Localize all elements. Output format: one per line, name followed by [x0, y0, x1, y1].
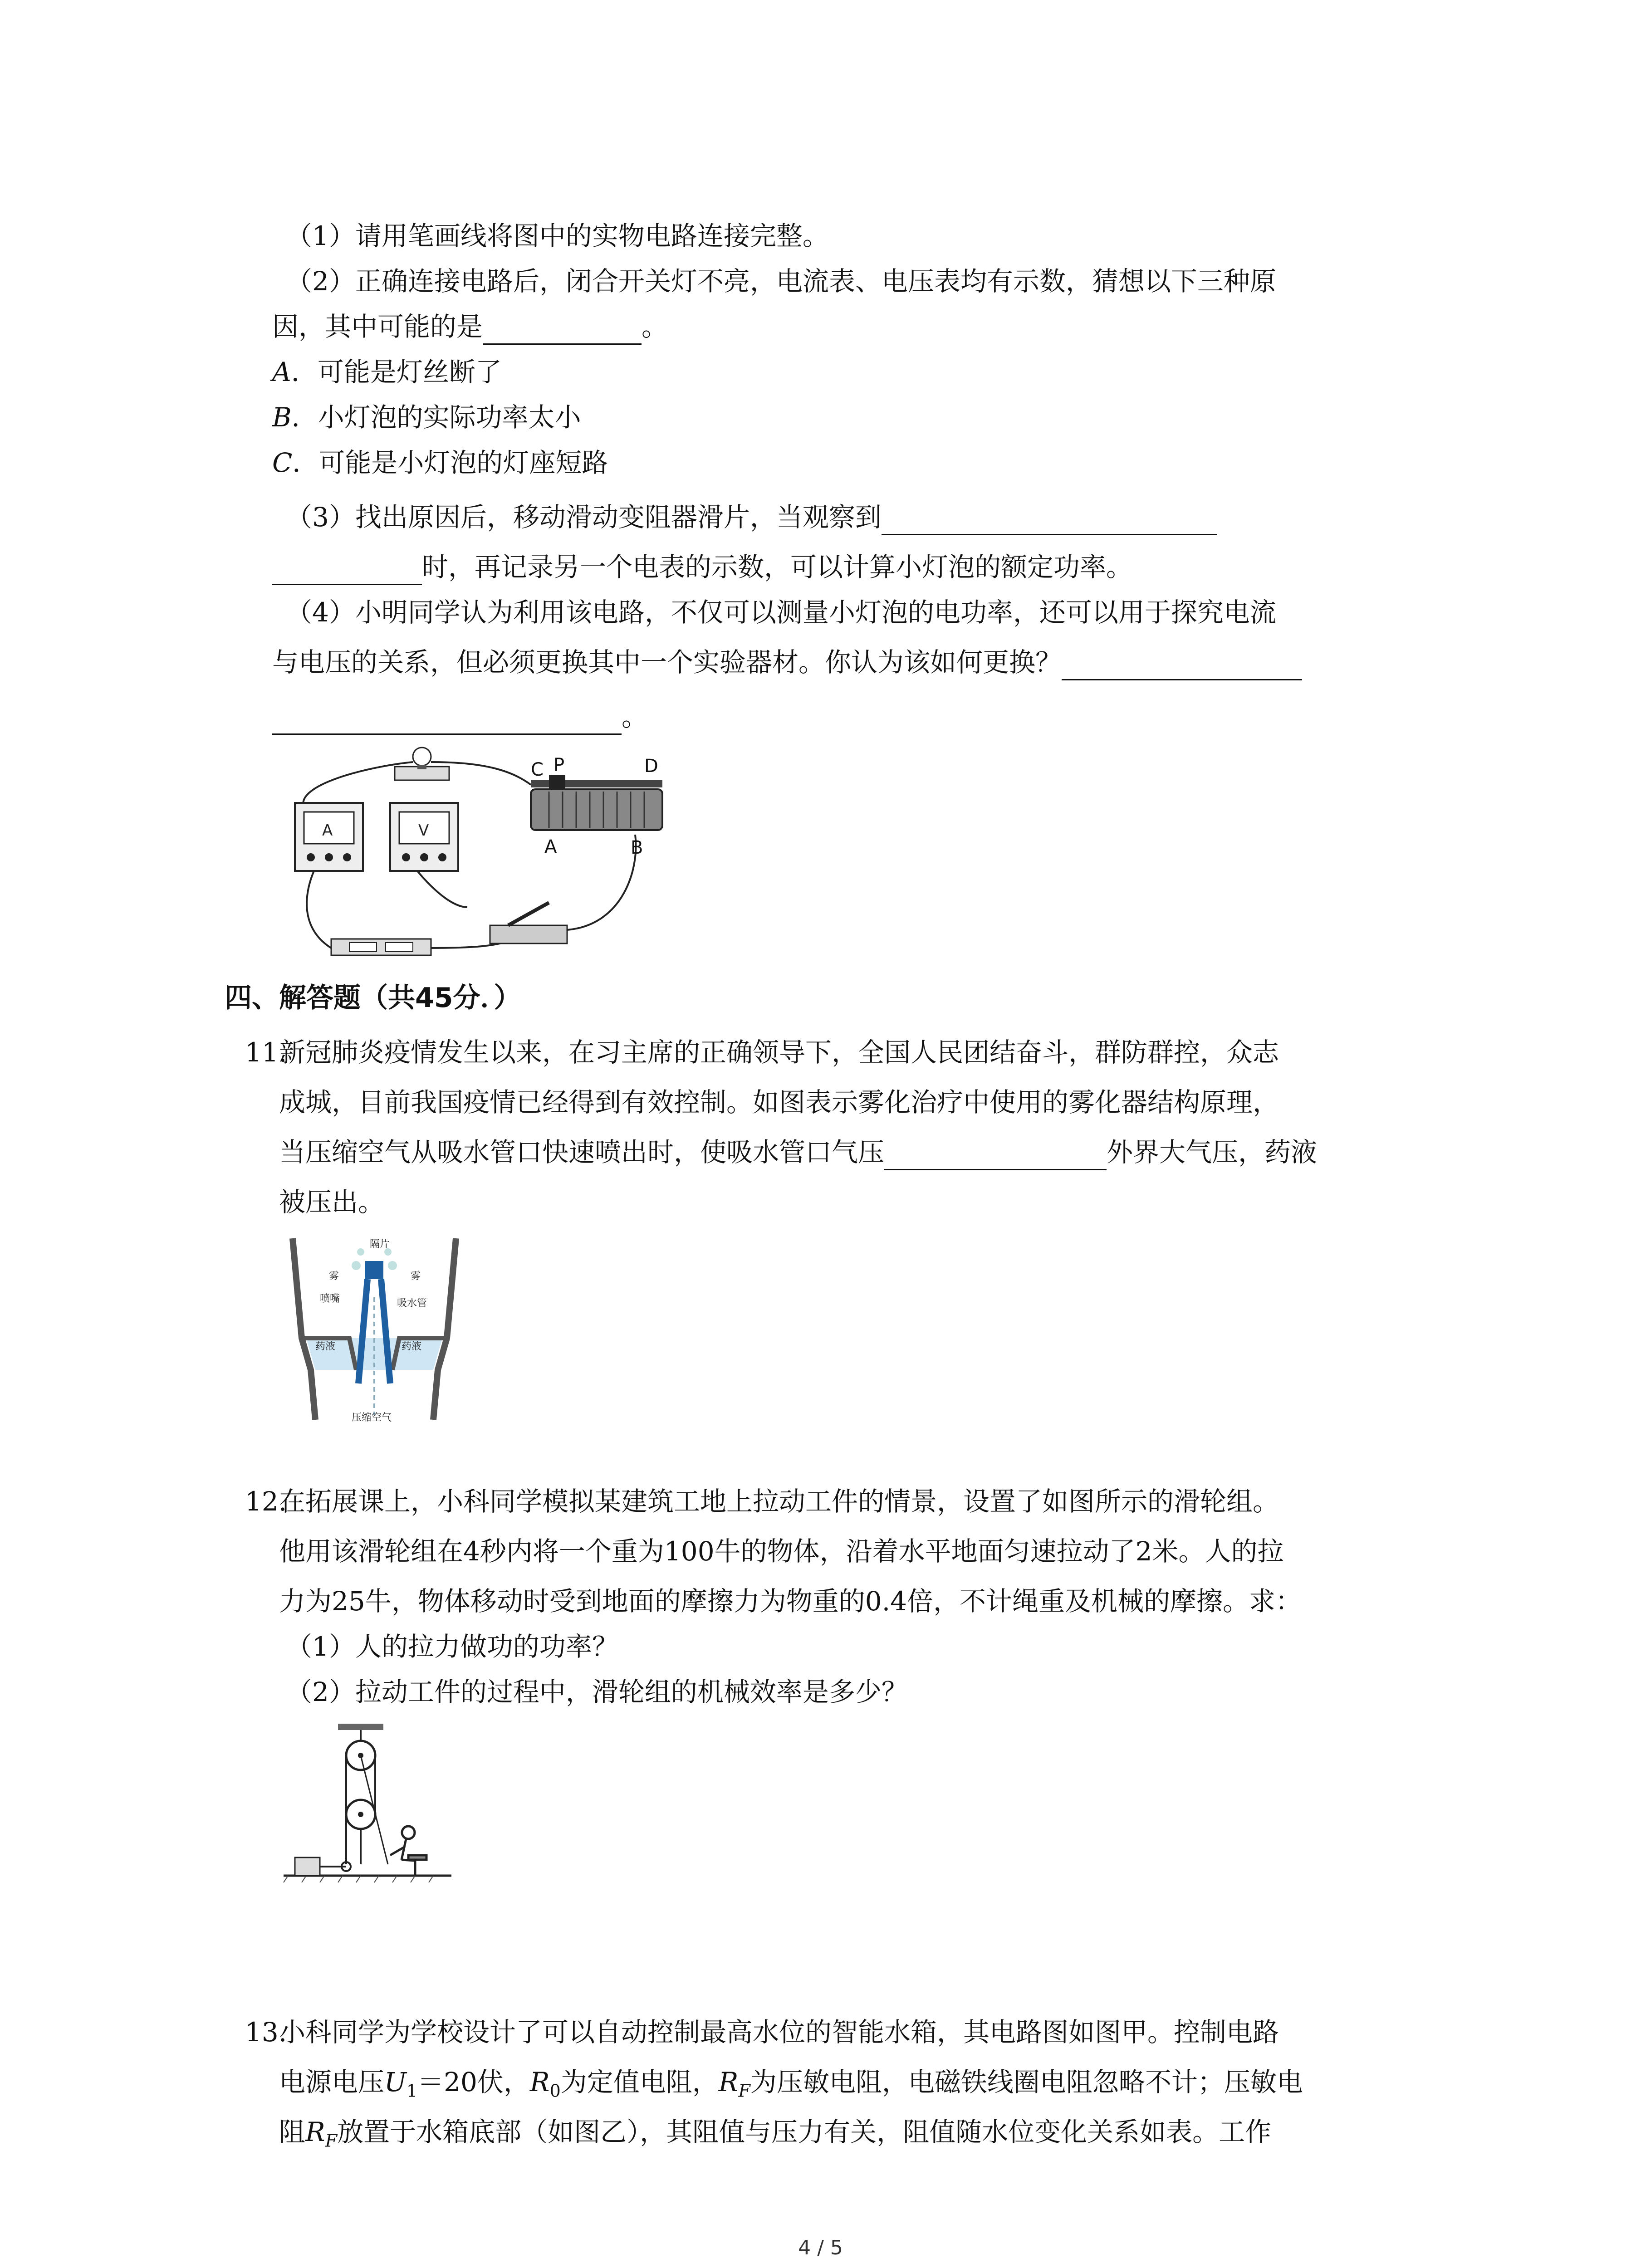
q10-part4-line3: 。 — [272, 699, 648, 735]
q12-number: 12. — [245, 1486, 287, 1517]
q12-part2: （2）拉动工件的过程中，滑轮组的机械效率是多少？ — [286, 1677, 908, 1707]
battery-icon — [331, 939, 431, 955]
label-liquid-right: 药液 — [402, 1341, 422, 1352]
q10-part2-line1: （2）正确连接电路后，闭合开关灯不亮，电流表、电压表均有示数，猜想以下三种原 — [286, 266, 1276, 297]
answer-blank[interactable] — [272, 708, 622, 735]
answer-blank[interactable] — [483, 318, 642, 345]
wire — [567, 835, 636, 930]
voltmeter-label: V — [418, 821, 429, 840]
nebulizer-figure — [284, 1234, 465, 1424]
label-top: 隔片 — [370, 1239, 390, 1250]
q13-number: 13. — [245, 2017, 287, 2048]
page-number: 4 / 5 — [798, 2236, 843, 2259]
q13-line1: 小科同学为学校设计了可以自动控制最高水位的智能水箱，其电路图如图甲。控制电路 — [279, 2017, 1279, 2048]
q10-part3-line1: （3）找出原因后，移动滑动变阻器滑片，当观察到 — [286, 499, 1217, 535]
q12-line3: 力为25牛，物体移动时受到地面的摩擦力为物重的0.4倍，不计绳重及机械的摩擦。求： — [279, 1586, 1302, 1617]
terminal-a-label: A — [544, 836, 557, 857]
q11-number: 11. — [245, 1037, 287, 1068]
section-heading: 四、解答题（共45分．） — [225, 982, 521, 1014]
rheostat-icon — [531, 775, 662, 830]
q13-line3: 阻$R_F$放置于水箱底部（如图乙），其阻值与压力有关，阻值随水位变化关系如表。工作 — [279, 2116, 1272, 2151]
answer-blank[interactable] — [272, 558, 422, 585]
q12-line2: 他用该滑轮组在4秒内将一个重为100牛的物体，沿着水平地面匀速拉动了2米。人的拉 — [279, 1536, 1284, 1567]
ammeter-icon — [295, 803, 363, 871]
q10-part3-line2: 时，再记录另一个电表的示数，可以计算小灯泡的额定功率。 — [272, 549, 1132, 585]
q10-part1: （1）请用笔画线将图中的实物电路连接完整。 — [286, 220, 829, 251]
q11-line2: 成城，目前我国疫情已经得到有效控制。如图表示雾化治疗中使用的雾化器结构原理， — [279, 1087, 1279, 1118]
terminal-c-label: C — [531, 759, 544, 780]
circuit-figure — [277, 735, 676, 962]
label-air: 压缩空气 — [352, 1412, 392, 1423]
q10-part2-line2: 因，其中可能的是 。 — [272, 308, 668, 345]
q11-line4: 被压出。 — [279, 1187, 385, 1217]
slider-p-label: P — [554, 755, 565, 776]
label-tube: 吸水管 — [397, 1298, 427, 1309]
answer-blank[interactable] — [884, 1144, 1107, 1170]
label-fog-right: 雾 — [411, 1271, 421, 1282]
q10-part4-line2: 与电压的关系，但必须更换其中一个实验器材。你认为该如何更换？ — [272, 644, 1302, 680]
answer-blank[interactable] — [882, 508, 1217, 535]
switch-icon — [490, 903, 567, 943]
q11-line3: 当压缩空气从吸水管口快速喷出时，使吸水管口气压 外界大气压，药液 — [279, 1134, 1317, 1170]
q11-line1: 新冠肺炎疫情发生以来，在习主席的正确领导下，全国人民团结奋斗，群防群控，众志 — [279, 1037, 1279, 1068]
label-fog-left: 雾 — [329, 1271, 339, 1282]
terminal-b-label: B — [631, 837, 643, 858]
voltmeter-icon — [390, 803, 458, 871]
q10-option-c: C．可能是小灯泡的灯座短路 — [272, 447, 608, 478]
label-nozzle: 喷嘴 — [320, 1293, 340, 1305]
q10-part4-line1: （4）小明同学认为利用该电路，不仅可以测量小灯泡的电功率，还可以用于探究电流 — [286, 597, 1276, 628]
terminal-d-label: D — [644, 756, 658, 777]
label-liquid-left: 药液 — [315, 1341, 336, 1352]
q12-part1: （1）人的拉力做功的功率？ — [286, 1631, 618, 1662]
ammeter-label: A — [322, 821, 333, 840]
answer-blank[interactable] — [1062, 654, 1302, 680]
pulley-figure — [279, 1719, 460, 1892]
person-icon — [390, 1826, 426, 1876]
q12-line1: 在拓展课上，小科同学模拟某建筑工地上拉动工件的情景，设置了如图所示的滑轮组。 — [279, 1486, 1279, 1517]
q13-line2: 电源电压$U_1=20$伏，$R_0$为定值电阻，$R_F$为压敏电阻，电磁铁线圈电阻忽略不计；压敏电 — [279, 2067, 1303, 2101]
q10-option-b: B．小灯泡的实际功率太小 — [272, 402, 581, 433]
q10-option-a: A．可能是灯丝断了 — [272, 357, 502, 387]
